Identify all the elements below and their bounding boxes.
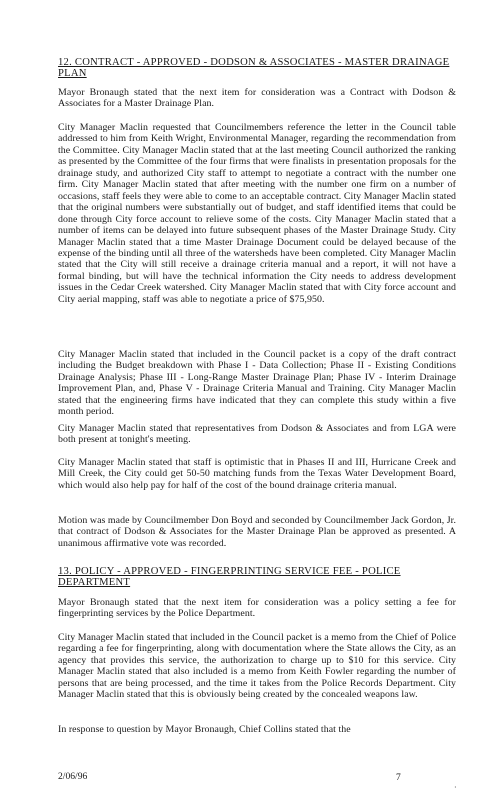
paragraph-chief-response: In response to question by Mayor Bronaugh, Chief Collins stated that the xyxy=(58,724,351,735)
paragraph-representatives: City Manager Maclin stated that representatives from Dodson & Associates and from LGA were both present at tonight's meeting. xyxy=(58,423,456,446)
paragraph-intro-fingerprinting: Mayor Bronaugh stated that the next item for consideration was a policy setting a fee for fingerprinting services by the Police Department. xyxy=(58,597,456,620)
paragraph-matching-funds: City Manager Maclin stated that staff is optimistic that in Phases II and III, Hurricane Creek and Mill Creek, the City could get 50-50 matching funds from the Texas Water Development Board, which would also help pay for half of the cost of the bound drainage criteria manual. xyxy=(58,457,456,491)
paragraph-motion-drainage: Motion was made by Councilmember Don Boyd and seconded by Councilmember Jack Gordon, Jr. that contract of Dodson & Associates for the Master Drainage Plan be approved as presented. A unanimous affirmative vote was recorded. xyxy=(58,515,456,549)
paragraph-intro-drainage: Mayor Bronaugh stated that the next item for consideration was a Contract with Dodson & Associates for a Master Drainage Plan. xyxy=(58,87,456,110)
page-number: 7 xyxy=(396,772,401,783)
scan-mark: · xyxy=(454,783,457,792)
paragraph-contract-negotiation: City Manager Maclin requested that Councilmembers reference the letter in the Council table addressed to him from Keith Wright, Environmental Manager, regarding the recommendation from the Committee. City Manager Maclin stated that at the last meeting Council authorized the ranking as presented by the Committee of the four firms that were finalists in presentation proposals for the drainage study, and authorized City staff to attempt to negotiate a contract with the number one firm. City Manager Maclin stated that after meeting with the number one firm on a number of occasions, staff feels they were able to come to an acceptable contract. City Manager Maclin stated that the original numbers were substantially out of budget, and staff identified items that could be done through City force account to relieve some of the costs. City Manager Maclin stated that a number of items can be delayed into future subsequent phases of the Master Drainage Study. City Manager Maclin stated that a time Master Drainage Document could be delayed because of the expense of the binding until all three of the watersheds have been completed. City Manager Maclin stated that the City will still receive a drainage criteria manual and a report, it will not have a formal binding, but will have the technical information the City needs to address development issues in the Cedar Creek watershed. City Manager Maclin stated that with City force account and City aerial mapping, staff was able to negotiate a price of $75,950. xyxy=(58,122,456,305)
paragraph-fee-memo: City Manager Maclin stated that included in the Council packet is a memo from the Chief of Police regarding a fee for fingerprinting, along with documentation where the State allows the City, as an agency that provides this service, the authorization to charge up to $10 for this service. City Manager Maclin stated that also included is a memo from Keith Fowler regarding the number of persons that are being processed, and the time it takes from the Police Records Department. City Manager Maclin stated that this is obviously being created by the concealed weapons law. xyxy=(58,632,456,701)
footer-date: 2/06/96 xyxy=(58,771,88,782)
paragraph-budget-phases: City Manager Maclin stated that included in the Council packet is a copy of the draft contract including the Budget breakdown with Phase I - Data Collection; Phase II - Existing Conditions Drainage Analysis; Phase III - Long-Range Master Drainage Plan; Phase IV - Interim Drainage Improvement Plan, and, Phase V - Drainage Criteria Manual and Training. City Manager Maclin stated that the engineering firms have indicated that they can complete this study within a five month period. xyxy=(58,349,456,418)
section-title-master-drainage: 12. CONTRACT - APPROVED - DODSON & ASSOCIATES - MASTER DRAINAGE PLAN xyxy=(58,57,450,79)
section-title-fingerprinting-fee: 13. POLICY - APPROVED - FINGERPRINTING SERVICE FEE - POLICE DEPARTMENT xyxy=(58,566,401,588)
